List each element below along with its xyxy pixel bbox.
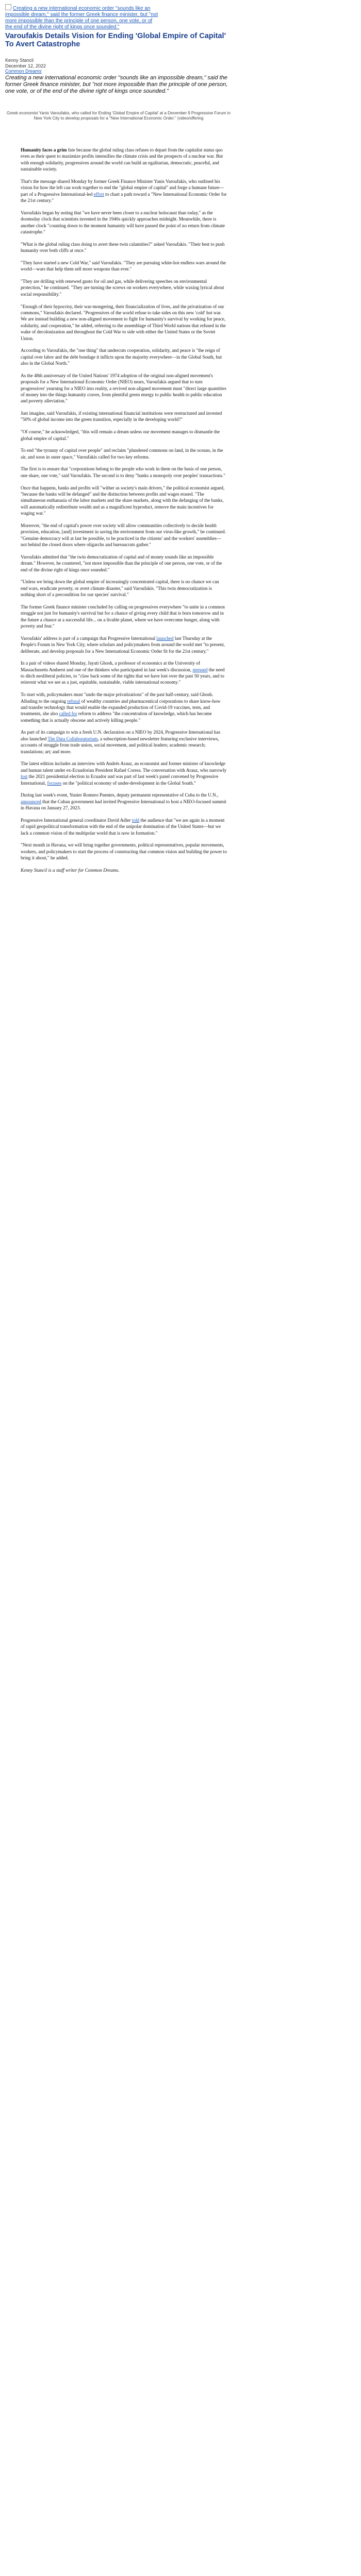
article-body — [21, 147, 227, 879]
inline-link[interactable]: refusal — [67, 698, 80, 704]
author-bio: Kenny Stancil is a staff writer for Common Dreams. — [21, 867, 120, 873]
inline-link[interactable]: effort — [93, 191, 104, 197]
article-paragraph: Varoufakis began by noting that "we have never been closer to a nuclear holocaust than today," as the doomsday clock that scientists invented in the 1940s quickly approaches midnight. Meanwhile, there is another clock "counting down to the moment humanity will have passed the point of no return from climate catastrophe." — [21, 210, 225, 235]
article-paragraph: "They are drilling with renewed gusto for oil and gas, while delivering speeches on environmental protection," he continued. "They are turning the screws on workers everywhere, while waxing lyrical about social responsibility." — [21, 278, 224, 297]
article-paragraph: To start with, policymakers must "undo the major privatizations" of the past half-century, said Ghosh. Alluding to the ongoing refusal of wealthy countries and pharmaceutical corporations to share know-how and transfer technology that would enable the expanded production of Covid-19 vaccines, tests, and treatments, she also called for reform to address "the concentration of knowledge, which has become something that is actually obscene and actively killing people." — [21, 692, 221, 723]
article-title[interactable]: Varoufakis Details Vision for Ending 'Global Empire of Capital' To Avert Catastrophe — [5, 32, 226, 48]
byline — [5, 58, 46, 74]
article-paragraph: Varoufakis admitted that "the twin democratization of capital and of money sounds like an impossible dream." However, he countered, "not more impossible than the principle of one person, one vote, or of the end of the divine right of kings once sounded." — [21, 554, 222, 572]
inline-link[interactable]: stressed — [192, 667, 208, 672]
broken-image-icon — [5, 4, 11, 10]
article-paragraph: "What is the global ruling class doing to avert these twin calamities?" asked Varoufakis. "Their best to push humanity over both cliffs at once." — [21, 241, 225, 253]
article-paragraph: Progressive International general coordinator David Adler told the audience that "we are again in a moment of rapid geopolitical transformation with the end of the unipolar domination of the United States—but we lack a common vision of the multipolar world that is now in formation." — [21, 817, 225, 836]
article-paragraph: That's the message shared Monday by former Greek Finance Minister Yanis Varoufakis, who outlined his vision for how the left can work together to end the "global empire of capital" and forge a humane future—part of a Progressive International-led effort to chart a path toward a "New International Economic Order for the 21st century." — [21, 178, 227, 204]
article-paragraph: According to Varoufakis, the "one thing" that undercuts cooperation, solidarity, and peace is "the reign of capital over labor and the debt bondage it inflicts upon the majority everywhere—in the Global South, but also in the Global North." — [21, 348, 222, 366]
image-caption: Greek economist Yanis Varoufakis, who called for Ending 'Global Empire of Capital' at a December 9 Progressive Forum in New York City to develop proposals for a "New International Economic Order." (video/offering — [7, 111, 231, 121]
inline-link[interactable]: called for — [59, 711, 77, 717]
article-paragraph: "They have started a new Cold War," said Varoufakis. "They are pursuing white-hot endless wars around the world—wars that help them sell more weapons than ever." — [21, 260, 226, 272]
inline-link[interactable]: told — [132, 817, 140, 823]
article-paragraph: "Enough of their hypocrisy, their war-mongering, their financialization of lives, and the privatization of our commons," Varoufakis declared. "Progressives of the world refuse to take sides on this new 'cold' hot war. We are instead building a new non-aligned movement to fight for humanity's survival by working for peace, solidarity, and cooperation," he added, referring to the assemblage of Third World nations that refused in the wake of decolonization and throughout the Cold War to side with either the United States or the Soviet Union. — [21, 303, 226, 341]
publication-link[interactable]: Common Dreams — [5, 69, 42, 74]
article-paragraph: "Unless we bring down the global empire of increasingly concentrated capital, there is no chance we can end wars, eradicate poverty, or avert climate disaster," said Varoufakis. "This twin democratization is nothing short of a precondition for our species' survival." — [21, 579, 219, 598]
article-paragraph: As the 48th anniversary of the United Nations' 1974 adoption of the original non-aligned movement's proposals for a New International Economic Order (NIEO) nears, Varoufakis argued that to turn progressives' yearning for a NIEO into reality, a revived non-aligned movement must "direct large quantities of money into the things humanity craves, from plentiful green energy to public health to public education and poverty alleviation." — [21, 372, 226, 404]
article-paragraph: Just imagine, said Varoufakis, if existing international financial institutions were restructured and invested "50% of global income into the green transition, especially in the developing world?" — [21, 411, 222, 422]
article-paragraph: "Of course," he acknowledged, "this will remain a dream unless our movement manages to dismantle the global empire of capital." — [21, 429, 220, 441]
article-paragraph: Varoufakis' address is part of a campaign that Progressive International launched last Thursday at the People's Forum in New York City, where scholars and policymakers from around the world met "to present, deliberate, and develop proposals for a New International Economic Order fit for the 21st century." — [21, 635, 225, 654]
article-paragraph: As part of its campaign to win a fresh U.N. declaration on a NIEO by 2024, Progressive International has also launched The Data Collaboratorium, a subscription-based newsletter featuring exclusive interviews, accounts of struggle from trade union, social movement, and political leaders; academic research; translations; art; and more. — [21, 730, 221, 754]
inline-link[interactable]: focuses — [47, 780, 62, 786]
article-paragraph: Humanity faces a grim fate because the global ruling class refuses to depart from the capitalist status quo even as their quest to maximize profits intensifies the climate crisis and the prospects of a nuclear war. But with enough solidarity, progressives around the world can build an egalitarian, democratic, peaceful, and sustainable society. — [21, 147, 223, 172]
article-paragraph: "Next month in Havana, we will bring together governments, political representatives, popular movements, workers, and policymakers to start the process of constructing that common vision and building the power to bring it about," he added. — [21, 842, 227, 861]
article-image-placeholder[interactable] — [5, 4, 160, 32]
article-paragraph: The latest edition includes an interview with Andrés Arauz, an economist and former minister of knowledge and human talent under ex-Ecuadorian President Rafael Correa. The conversation with Arauz, who narrowly lost the 2021 presidential election in Ecuador and was part of last week's panel convened by Progressive International, focuses on the "political economy of under-development in the Global South." — [21, 761, 227, 786]
article-paragraph: The former Greek finance minister concluded by calling on progressives everywhere "to unite in a common struggle not just for humanity's survival but for a chance of giving every child that is born tomorrow and in the future a chance at a successful life... on a livable planet, where we have overcome hunger, along with poverty and fear." — [21, 604, 225, 629]
paragraph-lead: Humanity faces a grim — [21, 147, 67, 152]
article-lede: Creating a new international economic order "sounds like an impossible dream," said the former Greek finance minister, but "not more impossible than the principle of one person, one vote, or of the end of the divine right of kings once sounded." — [5, 75, 228, 94]
article-paragraph — [21, 867, 227, 873]
article-paragraph: In a pair of videos shared Monday, Jayati Ghosh, a professor of economics at the University of Massachusetts Amherst and one of the thinkers who participated in last week's discussion, stressed the need to ditch neoliberal policies, to "claw back some of the rights that we have lost over the past 50 years, and to reinvent what we see as a just, equitable, sustainable, viable international economy." — [21, 660, 225, 685]
inline-link[interactable]: announced — [21, 799, 41, 804]
article-paragraph: Moreover, "the end of capital's power over society will allow communities collectively to decide health provision, education, [and] investment in saving the environment from our virus-like growth," he continued. "Genuine democracy will at last be possible, to be practiced in the citizens' and the workers' assemblies—not behind the closed doors where oligarchs and bureaucrats gather." — [21, 522, 226, 548]
publish-date: December 12, 2022 — [5, 63, 46, 69]
image-alt-text: Creating a new international economic order "sounds like an impossible dream," said the former Greek finance minister, but "not more impossible than the principle of one person, one vote, or of the end of the divine right of kings once sounded." — [5, 6, 158, 30]
author-name: Kenny Stancil — [5, 58, 34, 63]
inline-link[interactable]: lost — [21, 774, 28, 779]
article-paragraph: To end "the tyranny of capital over people" and reclaim "plundered commons on land, in the oceans, in the air, and soon in outer space," Varoufakis called for two key reforms. — [21, 448, 223, 460]
inline-link[interactable]: launched — [156, 635, 174, 641]
article-paragraph: During last week's event, Yunier Romero Puentes, deputy permanent representative of Cuba to the U.N., announced that the Cuban government had invited Progressive International to host a NIEO-focused summit in Havana on January 27, 2023. — [21, 792, 226, 811]
article-paragraph: The first is to ensure that "corporations belong to the people who work in them on the basis of one person, one share, one vote," said Varoufakis. The second is to deny "banks a monopoly over peoples' transactions." — [21, 466, 225, 478]
article-paragraph: Once that happens, banks and profits will "wither as society's main drivers," the political economist argued, "because the banks will be defanged" and the distinction between profits and wages erased. "The simultaneous euthanasia of the labor markets and the share markets, along with the defanging of the banks, will automatically redistribute wealth and as a magnificent byproduct, remove the main incentives for waging war." — [21, 485, 225, 516]
inline-link[interactable]: The Data Collaboratorium — [47, 736, 98, 741]
